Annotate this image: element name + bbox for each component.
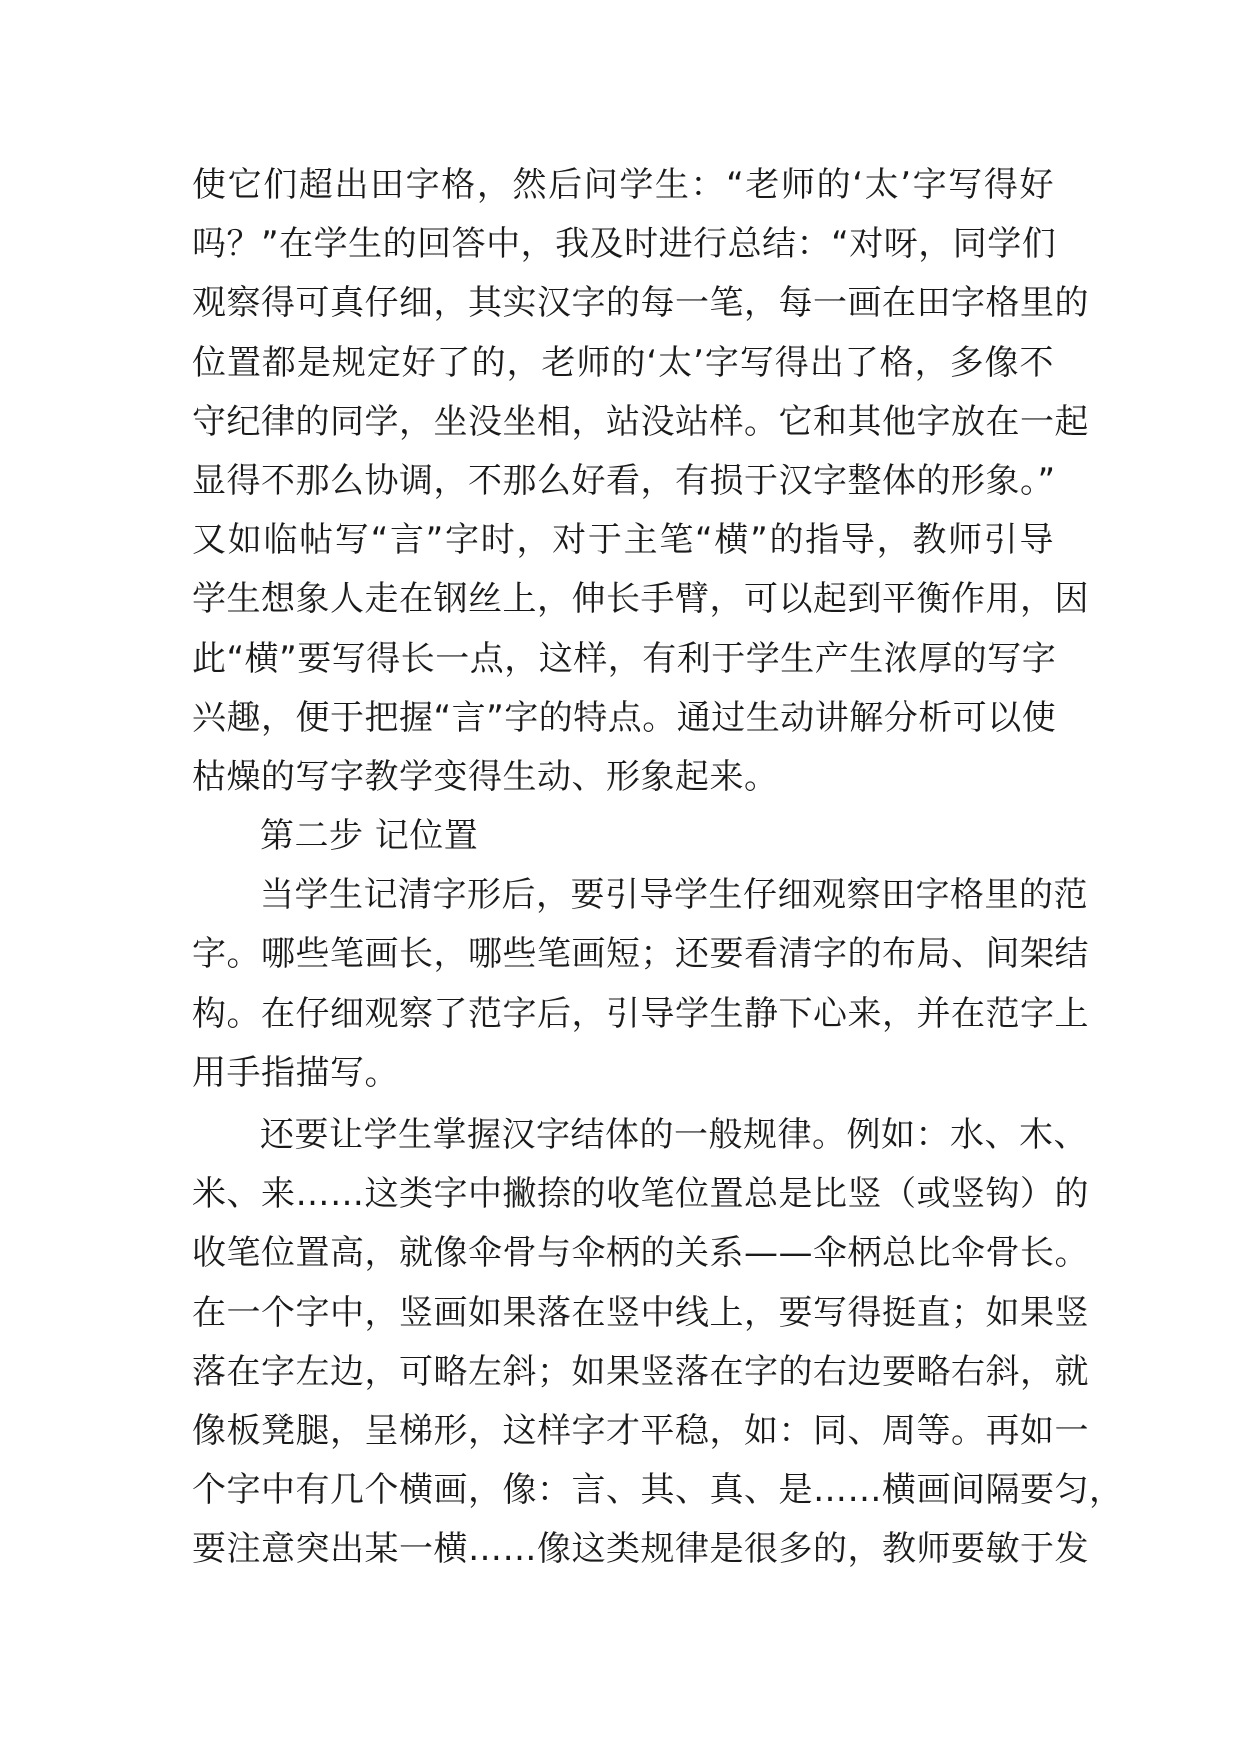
- text-line: 在一个字中，竖画如果落在竖中线上，要写得挺直；如果竖: [192, 1292, 1089, 1333]
- text-line: 要注意突出某一横……像这类规律是很多的，教师要敏于发: [192, 1529, 1089, 1570]
- text-line: 显得不那么协调，不那么好看，有损于汉字整体的形象。”: [192, 460, 1056, 501]
- text-line: 像板凳腿，呈梯形，这样字才平稳，如：同、周等。再如一: [192, 1410, 1089, 1451]
- text-line: 学生想象人走在钢丝上，伸长手臂，可以起到平衡作用，因: [192, 579, 1089, 620]
- text-line: 用手指描写。: [192, 1052, 399, 1093]
- body-text: [192, 156, 1124, 1580]
- text-line: 当学生记清字形后，要引导学生仔细观察田字格里的范: [260, 875, 1088, 916]
- paragraph-1: [192, 156, 1089, 807]
- paragraph-3: [192, 1106, 1124, 1580]
- text-line: 守纪律的同学，坐没坐相，站没站样。它和其他字放在一起: [192, 401, 1089, 442]
- text-line: 米、来……这类字中撇捺的收笔位置总是比竖（或竖钩）的: [192, 1174, 1089, 1215]
- text-line: 枯燥的写字教学变得生动、形象起来。: [192, 756, 779, 797]
- text-line: 吗？”在学生的回答中，我及时进行总结：“对呀，同学们: [192, 224, 1057, 265]
- text-line: 构。在仔细观察了范字后，引导学生静下心来，并在范字上: [192, 993, 1089, 1034]
- text-line: 使它们超出田字格，然后问学生：“老师的‘太’字写得好: [192, 165, 1054, 205]
- text-line: 落在字左边，可略左斜；如果竖落在字的右边要略右斜，就: [192, 1351, 1089, 1392]
- text-line: 此“横”要写得长一点，这样，有利于学生产生浓厚的写字: [192, 638, 1057, 679]
- text-line: 又如临帖写“言”字时，对于主笔“横”的指导，教师引导: [192, 520, 1054, 561]
- paragraph-2: [192, 866, 1089, 1103]
- section-heading: 第二步 记位置: [260, 816, 479, 857]
- text-line: 个字中有几个横画，像：言、其、真、是……横画间隔要匀，: [192, 1470, 1124, 1511]
- text-line: 还要让学生掌握汉字结体的一般规律。例如：水、木、: [260, 1115, 1088, 1155]
- text-line: 观察得可真仔细，其实汉字的每一笔，每一画在田字格里的: [192, 283, 1089, 324]
- text-line: 收笔位置高，就像伞骨与伞柄的关系——伞柄总比伞骨长。: [192, 1233, 1089, 1274]
- text-line: 兴趣，便于把握“言”字的特点。通过生动讲解分析可以使: [192, 697, 1057, 738]
- text-line: 字。哪些笔画长，哪些笔画短；还要看清字的布局、间架结: [192, 934, 1089, 975]
- text-line: 位置都是规定好了的，老师的‘太’字写得出了格，多像不: [192, 342, 1054, 383]
